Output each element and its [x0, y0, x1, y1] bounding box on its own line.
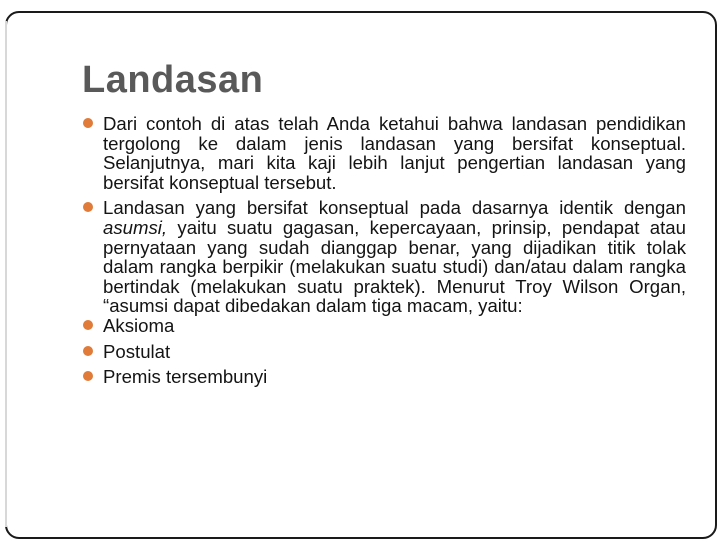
bullet-text-before: Landasan yang bersifat konseptual pada dasarnya identik dengan: [103, 197, 686, 219]
bullet-list: [80, 114, 686, 387]
bullet-text: Dari contoh di atas telah Anda ketahui bahwa landasan pendidikan tergolong ke dalam jenis landasan yang bersifat konseptual. Selanjutnya, mari kita kaji lebih lanjut pengertian landasan yang bersifat konseptual tersebut.: [103, 113, 686, 193]
bullet-item-1: [80, 114, 686, 192]
slide-edge-shadow: [5, 21, 7, 527]
bullet-circle-icon: [82, 345, 94, 357]
bullet-circle-icon: [82, 370, 94, 382]
bullet-text: Premis tersembunyi: [103, 366, 268, 388]
bullet-circle-icon: [82, 201, 94, 213]
bullet-circle-icon: [82, 319, 94, 331]
bullet-text: Postulat: [103, 340, 171, 362]
bullet-item-5: [80, 367, 686, 387]
bullet-item-4: [80, 342, 686, 362]
bullet-text: Aksioma: [103, 314, 175, 336]
bullet-circle-icon: [82, 117, 94, 129]
bullet-italic-term: asumsi,: [103, 216, 168, 238]
bullet-item-2: [80, 198, 686, 316]
bullet-item-3: [80, 316, 686, 336]
slide-title: Landasan: [82, 59, 264, 101]
bullet-text-after: yaitu suatu gagasan, kepercayaan, prinsip, pendapat atau pernyataan yang sudah dianggap benar, yang dijadikan titik tolak dalam rangka berpikir (melakukan suatu studi) dan/atau dalam rangka bertindak (melakukan suatu praktek). Menurut Troy Wilson Organ, “asumsi dapat dibedakan dalam tiga macam, yaitu:: [103, 216, 686, 317]
